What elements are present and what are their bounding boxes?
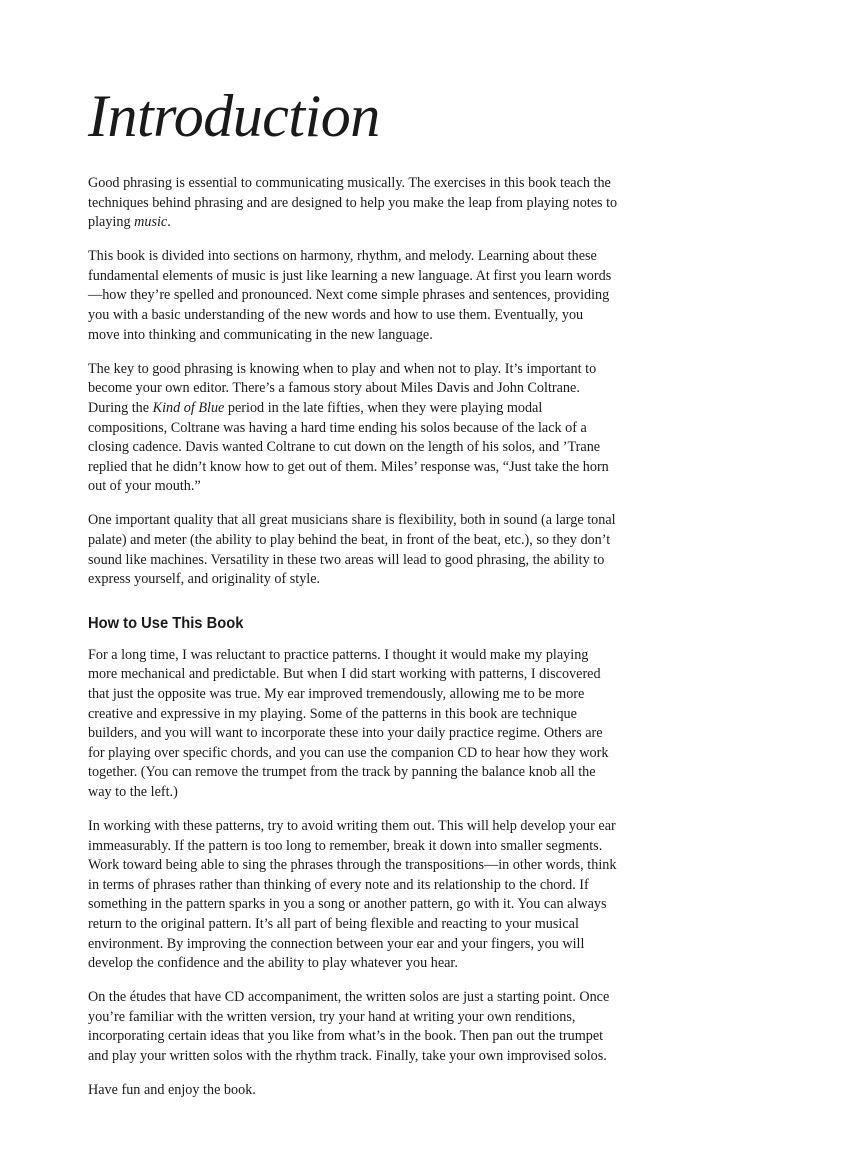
page-title: Introduction	[88, 83, 380, 149]
section-heading: How to Use This Book	[88, 614, 244, 632]
section-paragraph-3: On the études that have CD accompaniment, the written solos are just a starting point. Once you’re familiar with the written version, try your hand at writing your own renditions, incorporating certain ideas that you like from what’s in the book. Then pan out the trumpet and play your written solos with the rhythm track. Finally, take your own improvised solos.	[88, 989, 610, 1065]
album-title: Kind of Blue	[152, 399, 225, 416]
document-page	[88, 83, 618, 1115]
text-run: The key to good phrasing is knowing when to play and when not to play. It’s important to become your own editor. There’s a famous story about Miles Davis and John Coltrane. During the	[88, 360, 597, 416]
intro-paragraph-2: This book is divided into sections on harmony, rhythm, and melody. Learning about these fundamental elements of music is just like learning a new language. At first you learn words—how they’re spelled and pronounced. Next come simple phrases and sentences, providing you with a basic understanding of the new words and how to use them. Eventually, you move into thinking and communicating in the new language.	[88, 248, 612, 343]
text-run: period in the late fifties, when they were playing modal compositions, Coltrane was having a hard time ending his solos because of the lack of a closing cadence. Davis wanted Coltrane to cut down on the length of his solos, and ’Trane replied that he didn’t know how to get out of them. Miles’ response was, “Just take the horn out of your mouth.”	[88, 399, 609, 495]
text-run: Good phrasing is essential to communicating musically. The exercises in this book teach the techniques behind phrasing and are designed to help you make the leap from playing notes to playing	[88, 175, 618, 231]
intro-paragraph-3	[88, 360, 618, 497]
section-paragraph-1: For a long time, I was reluctant to practice patterns. I thought it would make my playing more mechanical and predictable. But when I did start working with patterns, I discovered that just the opposite was true. My ear improved tremendously, allowing me to be more creative and expressive in my playing. Some of the patterns in this book are technique builders, and you will want to incorporate these into your daily practice regime. Others are for playing over specific chords, and you can use the companion CD to hear how they work together. (You can remove the trumpet from the track by panning the balance knob all the way to the left.)	[88, 646, 609, 800]
section-paragraph-2: In working with these patterns, try to avoid writing them out. This will help develop your ear immeasurably. If the pattern is too long to remember, break it down into smaller segments. Work toward being able to sing the phrases through the transpositions—in other words, think in terms of phrases rather than thinking of every note and its relationship to the chord. If something in the pattern sparks in you a song or another pattern, go with it. You can always return to the original pattern. It’s all part of being flexible and reacting to your musical environment. By improving the connection between your ear and your fingers, you will develop the confidence and the ability to play whatever you hear.	[88, 818, 617, 972]
text-run: .	[167, 214, 171, 231]
section-paragraph-4: Have fun and enjoy the book.	[88, 1082, 256, 1099]
intro-paragraph-4: One important quality that all great musicians share is flexibility, both in sound (a large tonal palate) and meter (the ability to play behind the beat, in front of the beat, etc.), so they don’t sound like machines. Versatility in these two areas will lead to good phrasing, the ability to express yourself, and originality of style.	[88, 512, 616, 588]
intro-paragraph-1	[88, 174, 618, 233]
emphasis-text: music	[134, 214, 168, 231]
